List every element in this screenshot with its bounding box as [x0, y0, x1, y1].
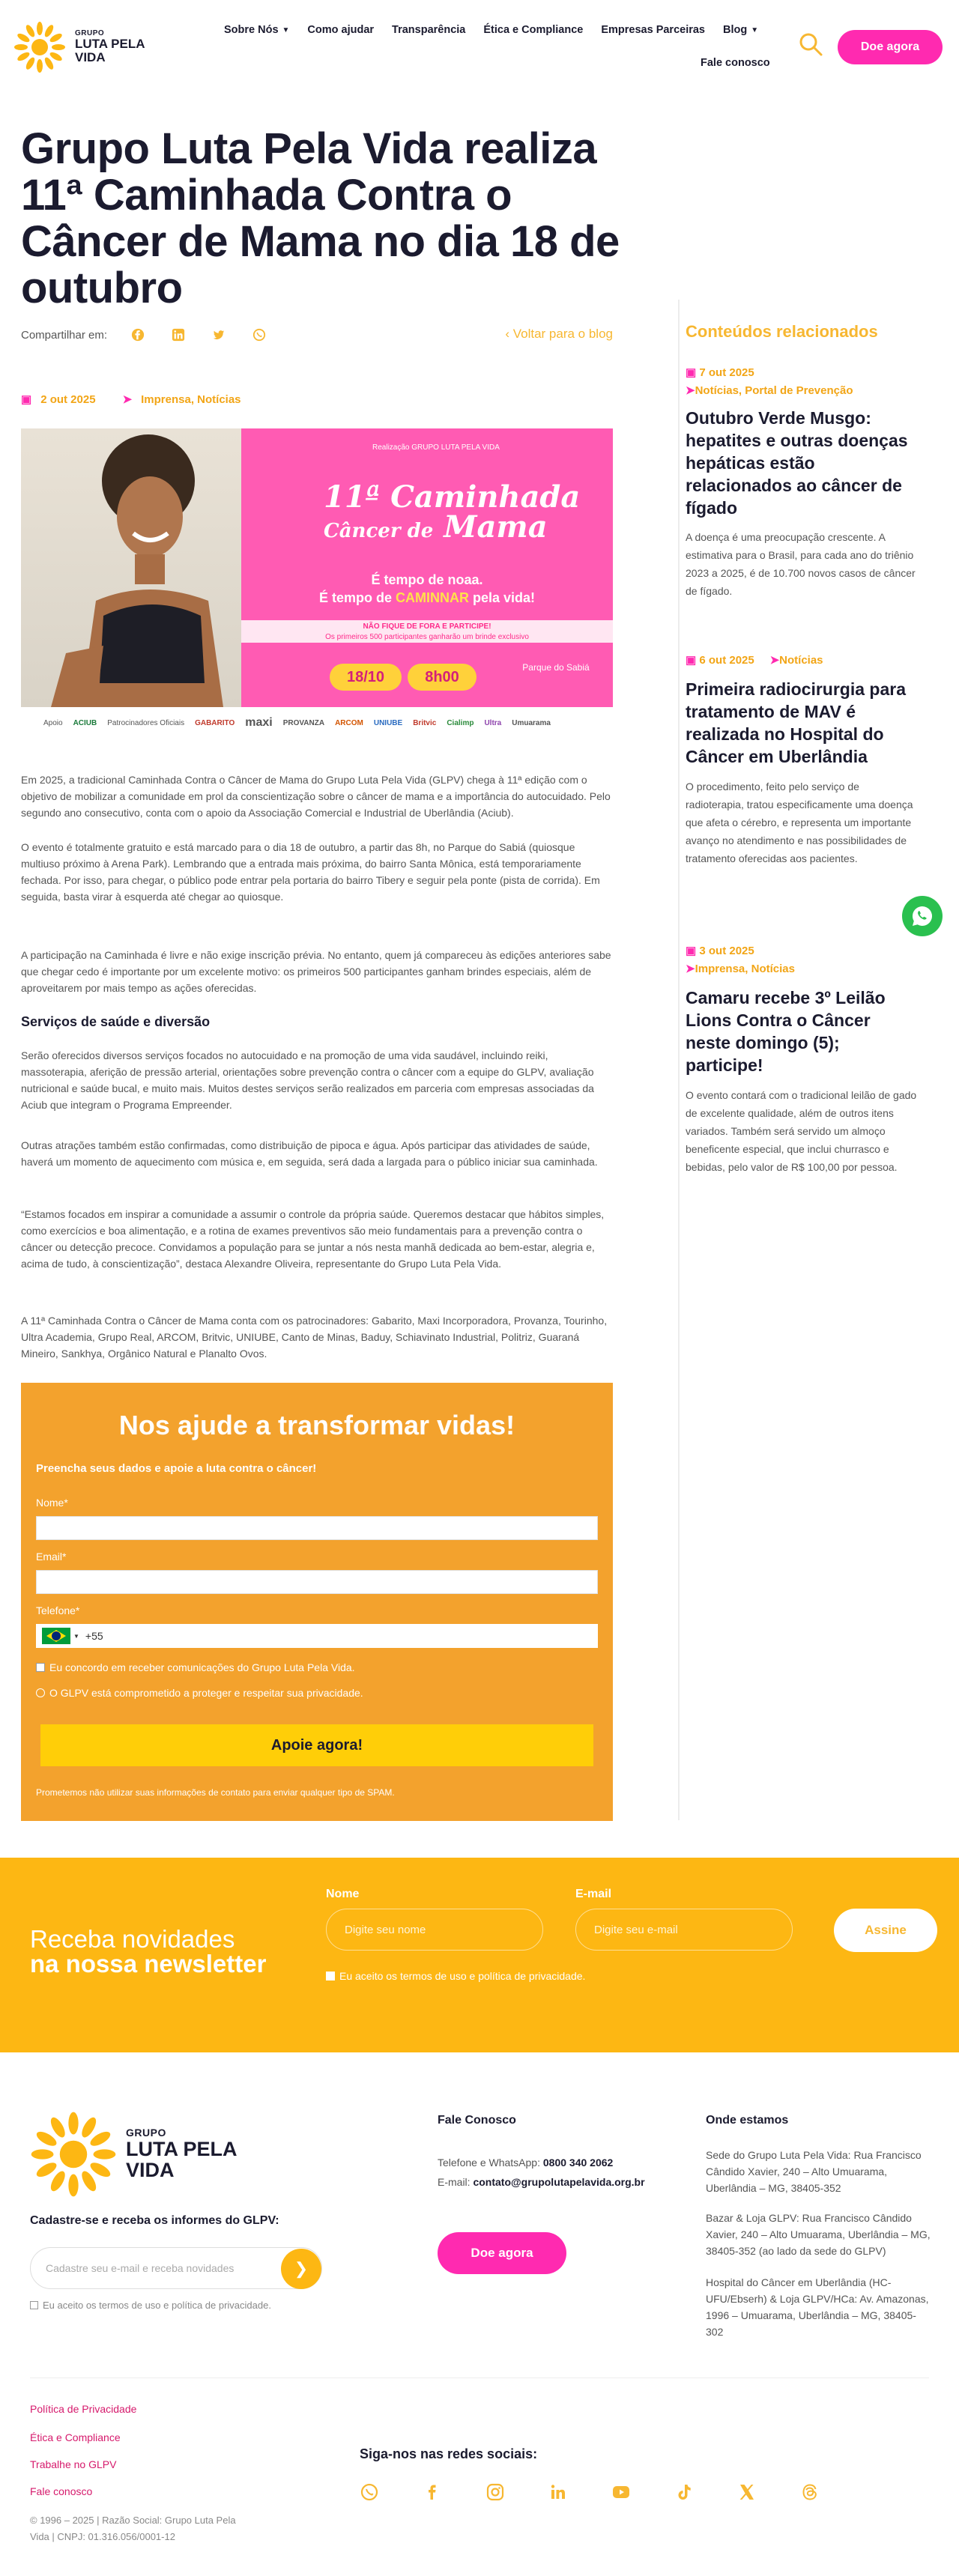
- nav-item-fale-conosco[interactable]: Fale conosco: [701, 57, 770, 69]
- back-to-blog-link[interactable]: ‹ Voltar para o blog: [505, 327, 613, 341]
- main-nav: [215, 24, 767, 36]
- site-header: [0, 0, 959, 90]
- terms-label: Eu aceito os termos de uso e política de privacidade.: [43, 2300, 271, 2311]
- facebook-share-icon[interactable]: [130, 327, 146, 343]
- sponsor-strip: [21, 710, 613, 736]
- arrow-right-icon: ❯: [294, 2259, 309, 2278]
- sponsor-label-patrocinadores: Patrocinadores Oficiais: [107, 718, 185, 727]
- calendar-icon: ▣: [686, 366, 697, 379]
- facebook-icon[interactable]: [423, 2482, 485, 2502]
- banner-num: 11ª: [324, 479, 381, 515]
- related-post-excerpt: O procedimento, feito pelo serviço de radioterapia, tratou especificamente uma doença que afeta o cérebro, e representa um importante avanço no atendimento e nas possibilidades de tratamento oferecidas aos pacientes.: [686, 780, 913, 864]
- site-logo[interactable]: [13, 21, 145, 73]
- woman-running-photo: [21, 428, 241, 707]
- calendar-icon: ▣: [21, 393, 32, 406]
- related-post-tags: [686, 384, 918, 397]
- post-date: 6 out 2025: [699, 654, 754, 667]
- nav-item-como-ajudar[interactable]: [298, 24, 383, 36]
- nav-label: Blog: [723, 24, 748, 36]
- related-post-excerpt: O evento contará com o tradicional leilão de gado de excelente qualidade, além de outros itens variados. Também será servido um almoço beneficente especial, que inclui churrasco e bebidas, pelo valor de R$ 100,00 por pessoa.: [686, 1088, 917, 1173]
- banner-kicker: Realização GRUPO LUTA PELA VIDA: [372, 443, 500, 452]
- checkbox-box[interactable]: [36, 1663, 45, 1672]
- whatsapp-icon: [910, 904, 934, 928]
- caret-down-icon: ▼: [73, 1632, 79, 1640]
- whatsapp-float-button[interactable]: [902, 896, 943, 936]
- privacy-label: O GLPV está comprometido a proteger e respeitar sua privacidade.: [49, 1687, 363, 1699]
- event-banner-image: [21, 428, 613, 707]
- banner-band-line-2: Os primeiros 500 participantes ganharão um brinde exclusivo: [325, 633, 529, 641]
- dial-code: +55: [85, 1630, 103, 1642]
- sidebar-divider: [678, 300, 680, 1820]
- calendar-icon: ▣: [686, 945, 697, 957]
- post-date: 7 out 2025: [699, 366, 754, 379]
- nav-label: Empresas Parceiras: [601, 24, 705, 36]
- article-paragraph: O evento é totalmente gratuito e está marcado para o dia 18 de outubro, a partir das 8h, no Parque do Sabiá (quiosque multiuso próximo à Arena Park). Lembrando que a entrada mais próxima, do bairro Santa Mônica, está temporariamente fechada. Por isso, para chegar, o público pode entrar pela portaria do bairro Tibery e seguir pela ponte (pista de corrida). Em seguida, basta virar à esquerda até chegar ao quiosque.: [21, 841, 600, 903]
- banner-time-pill: 8h00: [408, 664, 477, 691]
- related-post-title[interactable]: Outubro Verde Musgo: hepatites e outras doenças hepáticas estão relacionados ao câncer de fígado: [686, 408, 908, 518]
- article-date: 2 out 2025: [40, 393, 96, 406]
- name-label: Nome*: [36, 1497, 68, 1509]
- newsletter-section: [0, 1858, 959, 2052]
- footer-link[interactable]: Trabalhe no GLPV: [30, 2458, 117, 2470]
- phone-label: Telefone*: [36, 1604, 80, 1616]
- share-label: Compartilhar em:: [21, 328, 108, 342]
- article-paragraph: Em 2025, a tradicional Caminhada Contra o Câncer de Mama do Grupo Luta Pela Vida (GLPV) chega à 11ª edição com o objetivo de mobilizar a comunidade em prol da conscientização sobre o câncer de mama e a importância do autocuidado. Pelo segundo ano consecutivo, conta com o apoio da Associação Comercial e Industrial de Uberlândia (Aciub).: [21, 774, 611, 819]
- donate-button[interactable]: Doe agora: [838, 30, 943, 64]
- related-post-date: [686, 944, 918, 957]
- sponsor-logo: maxi: [245, 716, 273, 729]
- logo-wordmark: [75, 30, 145, 64]
- instagram-icon[interactable]: [485, 2482, 548, 2502]
- email-field[interactable]: [36, 1570, 598, 1594]
- nav-label: Sobre Nós: [224, 24, 279, 36]
- article-tags[interactable]: Imprensa, Notícias: [141, 393, 241, 406]
- newsletter-title-2: na nossa newsletter: [30, 1950, 267, 1978]
- phone-label: Telefone e WhatsApp:: [438, 2157, 540, 2169]
- newsletter-name-input[interactable]: Digite seu nome: [326, 1909, 543, 1951]
- consent-checkbox[interactable]: [36, 1661, 355, 1673]
- tag-icon: ➤: [122, 393, 133, 406]
- threads-icon[interactable]: [800, 2482, 863, 2502]
- consent-label: Eu concordo em receber comunicações do Grupo Luta Pela Vida.: [49, 1661, 355, 1673]
- nav-item-sobre-nos[interactable]: [215, 24, 298, 36]
- brazil-flag-icon[interactable]: [42, 1628, 70, 1644]
- footer-newsletter-title: Cadastre-se e receba os informes do GLPV:: [30, 2214, 279, 2227]
- tiktok-icon[interactable]: [674, 2482, 737, 2502]
- logo-line-1: LUTA PELA: [75, 37, 145, 52]
- checkbox-box[interactable]: [30, 2301, 38, 2309]
- banner-place: Parque do Sabiá: [522, 662, 590, 673]
- sponsor-logo: Cialimp: [447, 718, 474, 727]
- article-paragraph: Serão oferecidos diversos serviços focados no autocuidado e na promoção de uma vida saudável, incluindo reiki, massoterapia, aferição de pressão arterial, orientações sobre prevenção contra o câncer com a equipe do GLPV, avaliação nutricional e saúde bucal, e muito mais. Muitos destes serviços serão realizados em parceria com empresas associadas da Aciub que integram o Programa Empreender.: [21, 1049, 594, 1111]
- newsletter-title: [30, 1927, 266, 1976]
- tag-icon: ➤: [686, 963, 695, 975]
- footer-wordmark: [126, 2127, 238, 2180]
- whatsapp-icon[interactable]: [360, 2482, 423, 2502]
- spam-note: Prometemos não utilizar suas informações de contato para enviar qualquer tipo de SPAM.: [36, 1787, 395, 1798]
- linkedin-share-icon[interactable]: [170, 327, 187, 343]
- address: Sede do Grupo Luta Pela Vida: Rua Francisco Cândido Xavier, 240 – Alto Umuarama, Uberlândia – MG, 38405-352: [706, 2149, 922, 2194]
- tag-icon: ➤: [686, 384, 695, 397]
- phone-field[interactable]: [36, 1624, 598, 1648]
- donation-subtitle: Preencha seus dados e apoie a luta contra o câncer!: [36, 1462, 317, 1475]
- email-address[interactable]: contato@grupolutapelavida.org.br: [473, 2176, 645, 2188]
- copyright: © 1996 – 2025 | Razão Social: Grupo Luta Pela Vida | CNPJ: 01.316.056/0001-12: [30, 2515, 236, 2542]
- banner-sub-2-highlight: CAMINNAR: [395, 590, 469, 605]
- article-paragraph: Outras atrações também estão confirmadas, como distribuição de pipoca e água. Após participar das atividades de saúde, haverá um momento de aquecimento com música e, em seguida, será dada a largada para o público iniciar sua caminhada.: [21, 1139, 598, 1168]
- banner-headline-3: Mama: [444, 509, 548, 545]
- post-date: 3 out 2025: [699, 945, 754, 957]
- social-links: [360, 2482, 863, 2502]
- banner-headline-2: Câncer de: [324, 520, 434, 542]
- banner-headline: [324, 479, 581, 545]
- woman-photo-illustration: [21, 428, 241, 707]
- sun-logo-icon: [13, 21, 66, 73]
- post-tags[interactable]: Notícias: [779, 654, 823, 667]
- nav-label: Transparência: [392, 24, 466, 36]
- chevron-down-icon: ▼: [751, 25, 759, 34]
- article-title: Grupo Luta Pela Vida realiza 11ª Caminhada Contra o Câncer de Mama no dia 18 de outubro: [21, 124, 620, 313]
- banner-sub-1: É tempo de noaa.: [371, 572, 483, 587]
- related-post[interactable]: [686, 653, 918, 867]
- youtube-icon[interactable]: [611, 2482, 674, 2502]
- footer-terms-checkbox[interactable]: [30, 2300, 271, 2311]
- privacy-note: [36, 1687, 363, 1699]
- banner-date-pill: 18/10: [330, 664, 402, 691]
- newsletter-name-label: Nome: [326, 1888, 360, 1900]
- related-post-excerpt: A doença é uma preocupação crescente. A estimativa para o Brasil, para cada ano do triênio 2023 a 2025, é de 10.700 novos casos de câncer de fígado.: [686, 531, 916, 598]
- linkedin-icon[interactable]: [548, 2482, 611, 2502]
- contact-email: [438, 2174, 645, 2190]
- logo-line-2: VIDA: [75, 50, 106, 65]
- sponsor-logo: ARCOM: [335, 718, 363, 727]
- banner-band-line-1: NÃO FIQUE DE FORA E PARTICIPE!: [363, 622, 491, 631]
- logo-small-text: GRUPO: [75, 28, 105, 37]
- banner-sub-2: [241, 590, 613, 606]
- nav-item-transparencia[interactable]: [383, 24, 474, 36]
- share-bar: [21, 324, 613, 346]
- related-post-title[interactable]: Primeira radiocirurgia para tratamento de MAV é realizada no Hospital do Câncer em Uberlândia: [686, 679, 907, 766]
- name-field[interactable]: [36, 1516, 598, 1540]
- logo-small-text: GRUPO: [126, 2127, 166, 2139]
- related-post-tags: [686, 962, 918, 975]
- related-post-date: [686, 366, 918, 379]
- sponsor-logo: UNIUBE: [373, 718, 403, 727]
- sponsor-logo: ACIUB: [73, 718, 97, 727]
- sponsor-label-apoio: Apoio: [43, 718, 63, 727]
- contact-title: Fale Conosco: [438, 2114, 516, 2127]
- related-post-title[interactable]: Camaru recebe 3º Leilão Lions Contra o Câncer neste domingo (5); participe!: [686, 988, 886, 1075]
- nav-item-etica[interactable]: [474, 24, 592, 36]
- post-tags[interactable]: Imprensa, Notícias: [695, 963, 795, 975]
- banner-sub-2-pre: É tempo de: [318, 590, 396, 605]
- x-twitter-icon[interactable]: [737, 2482, 800, 2502]
- donation-title: Nos ajude a transformar vidas!: [118, 1410, 515, 1440]
- subscribe-button[interactable]: Assine: [834, 1909, 937, 1952]
- newsletter-email-label: E-mail: [575, 1888, 612, 1900]
- twitter-share-icon[interactable]: [211, 327, 227, 343]
- social-title: Siga-nos nas redes sociais:: [360, 2446, 538, 2461]
- logo-line-1: LUTA PELA: [126, 2138, 238, 2160]
- nav-label: Como ajudar: [307, 24, 375, 36]
- sponsor-logo: GABARITO: [195, 718, 235, 727]
- nav-item-blog[interactable]: [714, 24, 767, 36]
- article-paragraph: A 11ª Caminhada Contra o Câncer de Mama conta com os patrocinadores: Gabarito, Maxi Incorporadora, Provanza, Tourinho, Ultra Academia, Grupo Real, ARCOM, Britvic, UNIUBE, Canto de Minas, Baduy, Schiavinato Industrial, Politriz, Guaraná Mineiro, Sankhya, Orgânico Natural e Planalto Ovos.: [21, 1315, 608, 1360]
- logo-line-2: VIDA: [126, 2159, 175, 2182]
- calendar-icon: ▣: [686, 654, 697, 667]
- phone-number[interactable]: 0800 340 2062: [542, 2157, 614, 2169]
- banner-sub-2-post: pela vida!: [468, 590, 536, 605]
- nav-label: Ética e Compliance: [483, 24, 584, 36]
- email-label: Email*: [36, 1551, 67, 1563]
- banner-pink-panel: [241, 428, 613, 707]
- email-label: E-mail:: [438, 2176, 471, 2188]
- sponsor-logo: Britvic: [413, 718, 437, 727]
- banner-bottom: [241, 646, 613, 707]
- whatsapp-share-icon[interactable]: [251, 327, 267, 343]
- newsletter-title-1: Receba novidades: [30, 1925, 235, 1953]
- related-post-meta: [686, 653, 918, 667]
- donation-form: [21, 1383, 613, 1821]
- contact-phone: [438, 2154, 613, 2171]
- footer-email-input[interactable]: Cadastre seu e-mail e receba novidades: [30, 2247, 322, 2289]
- newsletter-terms-checkbox[interactable]: [326, 1970, 585, 1982]
- article-meta: [21, 393, 241, 406]
- footer-link[interactable]: Fale conosco: [30, 2485, 93, 2497]
- tag-icon: ➤: [769, 654, 780, 667]
- article-quote: “Estamos focados em inspirar a comunidade a assumir o controle da própria saúde. Queremos destacar que hábitos simples, como exercícios e boa alimentação, e a rotina de exames preventivos são meio fundamentais para a prevenção contra o câncer ou detecção precoce. Convidamos a população para se juntar a nós nesta manhã dedicada ao bem-estar, alegria e, acima de tudo, à conscientização”, destaca Alexandre Oliveira, representante do Grupo Luta Pela Vida.: [21, 1208, 605, 1270]
- related-post[interactable]: [686, 366, 918, 600]
- back-link-label: Voltar para o blog: [512, 327, 613, 341]
- sun-logo-icon: [30, 2111, 117, 2198]
- footer-submit-button[interactable]: [281, 2249, 321, 2289]
- footer-logo[interactable]: [30, 2111, 238, 2198]
- newsletter-email-input[interactable]: Digite seu e-mail: [575, 1909, 793, 1951]
- footer-link[interactable]: Política de Privacidade: [30, 2403, 137, 2415]
- where-title: Onde estamos: [706, 2114, 789, 2127]
- article-paragraph: A participação na Caminhada é livre e não exige inscrição prévia. No entanto, quem já compareceu às edições anteriores sabe que chegar cedo é importante por um excelente motivo: os primeiros 500 participantes ganham brindes especiais, além de aproveitarem por mais tempo as ações oferecidas.: [21, 949, 611, 994]
- terms-label: Eu aceito os termos de uso e política de privacidade.: [339, 1970, 586, 1982]
- banner-band: [241, 620, 613, 643]
- sponsor-logo: Ultra: [484, 718, 502, 727]
- address: Bazar & Loja GLPV: Rua Francisco Cândido Xavier, 240 – Alto Umuarama, Uberlândia – MG, 38405-352 (ao lado da sede do GLPV): [706, 2212, 931, 2257]
- sponsor-logo: PROVANZA: [282, 718, 325, 727]
- radio-icon: [36, 1688, 45, 1697]
- banner-headline-1: Caminhada: [390, 479, 581, 515]
- footer-link[interactable]: Ética e Compliance: [30, 2431, 121, 2443]
- checkbox-box[interactable]: [326, 1972, 335, 1981]
- nav-item-empresas[interactable]: [592, 24, 714, 36]
- section-heading: Serviços de saúde e diversão: [21, 1014, 211, 1029]
- related-title: Conteúdos relacionados: [686, 322, 878, 341]
- support-now-button[interactable]: Apoie agora!: [40, 1724, 593, 1766]
- footer-donate-button[interactable]: Doe agora: [438, 2232, 566, 2274]
- chevron-down-icon: ▼: [282, 25, 290, 34]
- post-tags[interactable]: Notícias, Portal de Prevenção: [695, 384, 853, 397]
- address: Hospital do Câncer em Uberlândia (HC-UFU/Ebserh) & Loja GLPV/HCa: Av. Amazonas, 1996 – Umuarama, Uberlândia – MG, 38405-302: [706, 2276, 929, 2338]
- related-post[interactable]: [686, 944, 918, 1176]
- sponsor-logo: Umuarama: [512, 718, 551, 727]
- search-icon[interactable]: [798, 31, 823, 57]
